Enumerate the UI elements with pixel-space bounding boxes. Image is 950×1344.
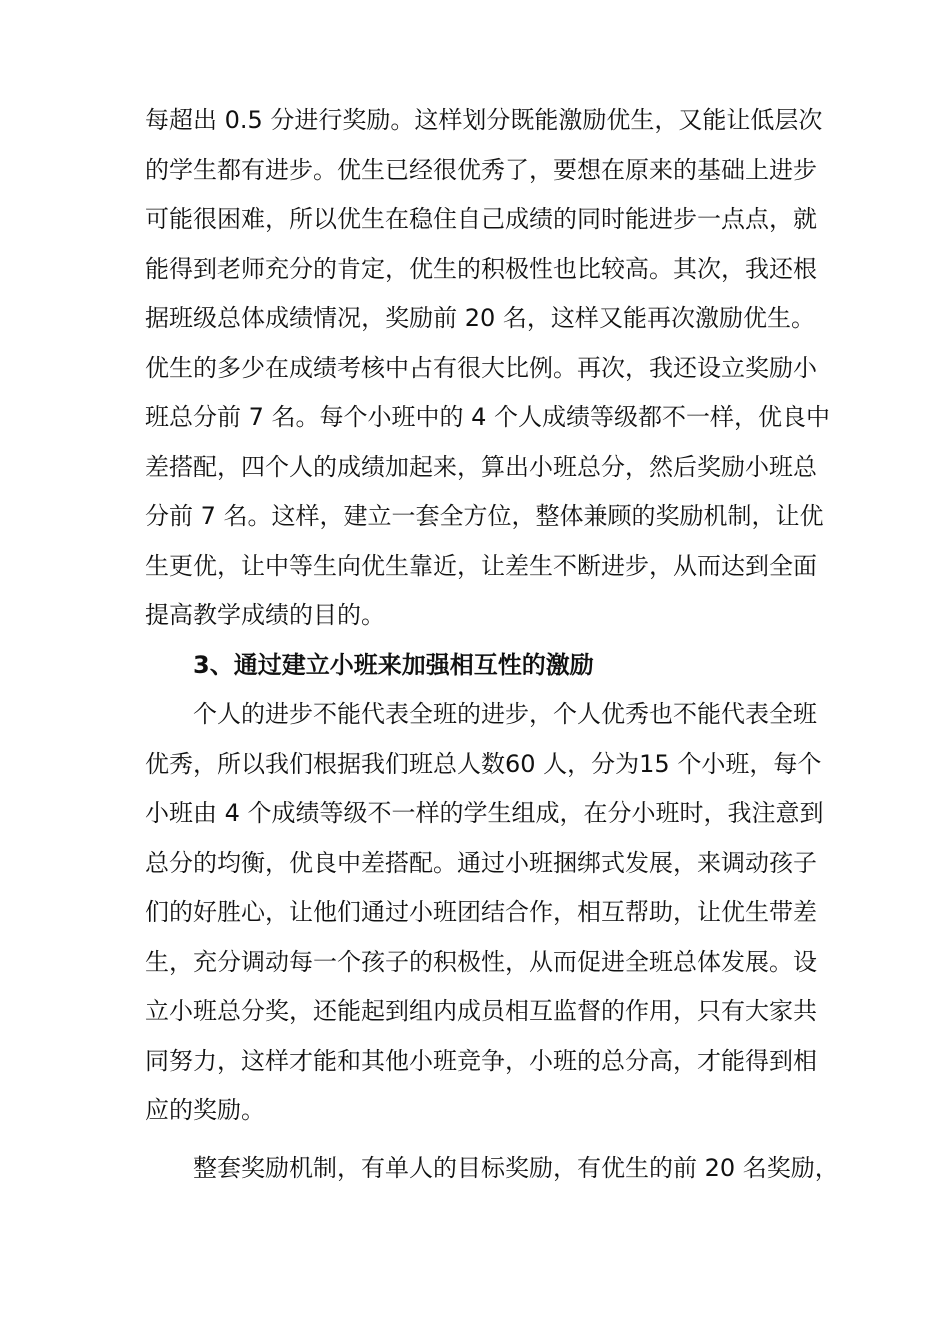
paragraph-line: 小班由 4 个成绩等级不一样的学生组成，在分小班时，我注意到 [145, 799, 824, 827]
paragraph-line: 个人的进步不能代表全班的进步，个人优秀也不能代表全班 [193, 700, 817, 728]
paragraph-line: 生，充分调动每一个孩子的积极性，从而促进全班总体发展。设 [145, 947, 817, 976]
paragraph-line: 能得到老师充分的肯定，优生的积极性也比较高。其次，我还根 [145, 254, 817, 283]
paragraph-line: 差搭配，四个人的成绩加起来，算出小班总分，然后奖励小班总 [145, 452, 817, 481]
paragraph-line: 立小班总分奖，还能起到组内成员相互监督的作用，只有大家共 [145, 997, 817, 1025]
paragraph-2 [145, 690, 824, 1136]
paragraph-line: 分前 7 名。这样，建立一套全方位，整体兼顾的奖励机制，让优 [145, 502, 824, 530]
section-heading: 3、通过建立小班来加强相互性的激励 [193, 650, 594, 679]
paragraph-line: 据班级总体成绩情况，奖励前 20 名，这样又能再次激励优生。 [145, 304, 815, 332]
paragraph-line: 们的好胜心，让他们通过小班团结合作，相互帮助，让优生带差 [145, 898, 817, 926]
paragraph-spacer [145, 1136, 815, 1144]
paragraph-line: 整套奖励机制，有单人的目标奖励，有优生的前 20 名奖励， [193, 1153, 839, 1182]
paragraph-line: 提高教学成绩的目的。 [145, 601, 385, 629]
paragraph-1 [145, 96, 831, 641]
paragraph-3 [145, 1144, 839, 1194]
paragraph-line: 生更优，让中等生向优生靠近，让差生不断进步，从而达到全面 [145, 551, 817, 580]
paragraph-line: 每超出 0.5 分进行奖励。这样划分既能激励优生，又能让低层次 [145, 106, 823, 134]
paragraph-line: 同努力，这样才能和其他小班竞争，小班的总分高，才能得到相 [145, 1046, 817, 1075]
paragraph-line: 应的奖励。 [145, 1096, 265, 1124]
paragraph-line: 优生的多少在成绩考核中占有很大比例。再次，我还设立奖励小 [145, 353, 817, 382]
paragraph-line: 班总分前 7 名。每个小班中的 4 个人成绩等级都不一样，优良中 [145, 403, 831, 431]
paragraph-line: 的学生都有进步。优生已经很优秀了，要想在原来的基础上进步 [145, 155, 817, 184]
paragraph-line: 可能很困难，所以优生在稳住自己成绩的同时能进步一点点，就 [145, 205, 817, 233]
paragraph-line: 总分的均衡，优良中差搭配。通过小班捆绑式发展，来调动孩子 [145, 848, 817, 877]
document-body [145, 96, 839, 1193]
paragraph-line: 优秀，所以我们根据我们班总人数60 人，分为15 个小班，每个 [145, 749, 822, 778]
